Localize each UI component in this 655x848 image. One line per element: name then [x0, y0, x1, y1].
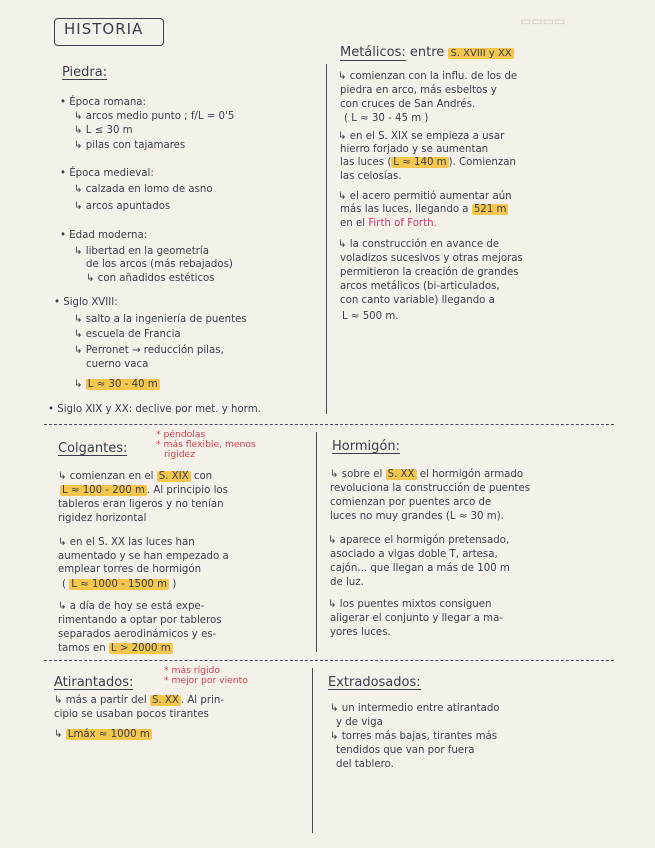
text-line: revoluciona la construcción de puentes — [330, 483, 531, 494]
text-line: ↳ con añadidos estéticos — [86, 273, 215, 284]
text-line: ↳ un intermedio entre atirantado — [330, 703, 500, 714]
text-line: asociado a vigas doble T, artesa, — [330, 549, 498, 560]
text-line: ↳ en el S. XIX se empieza a usar — [338, 131, 505, 142]
side-note: * más flexible, menos — [156, 439, 256, 450]
highlight: 521 m — [473, 204, 507, 215]
column-divider — [312, 668, 313, 833]
text-line: ↳ L ≤ 30 m — [74, 125, 133, 136]
text-line: aumentado y se han empezado a — [58, 551, 229, 562]
text-line: ↳ la construcción en avance de — [338, 239, 500, 250]
highlight: L ≈ 140 m — [393, 157, 447, 168]
text-line: las luces ( L ≈ 140 m ). Comienzan — [340, 157, 516, 168]
highlight: S. XIX — [158, 471, 189, 482]
highlight: L ≈ 100 - 200 m — [62, 485, 145, 496]
text-line: ( L ≈ 1000 - 1500 m ) — [62, 579, 177, 590]
text-line: ↳ arcos medio punto ; f/L = 0'5 — [74, 111, 235, 122]
text-line: tendidos que van por fuera — [336, 745, 475, 756]
text-line: comienzan por puentes arco de — [330, 497, 492, 508]
text-line: ↳ arcos apuntados — [74, 201, 171, 212]
text-line: luces no muy grandes (L ≈ 30 m). — [330, 511, 504, 522]
text-line: • Siglo XVIII: — [54, 297, 118, 308]
highlight: L ≈ 30 - 40 m — [87, 379, 158, 390]
text-line: ↳ sobre el S. XX el hormigón armado — [330, 469, 524, 480]
text-line: ↳ aparece el hormigón pretensado, — [328, 535, 510, 546]
text-line: cajón... que llegan a más de 100 m — [330, 563, 510, 574]
text-line: emplear torres de hormigón — [58, 564, 202, 575]
text-line: • Edad moderna: — [60, 230, 148, 241]
text-line: con canto variable) llegando a — [340, 295, 495, 306]
text-line: ↳ salto a la ingeniería de puentes — [74, 314, 247, 325]
column-divider — [326, 64, 327, 414]
text-line: cuerno vaca — [86, 359, 149, 370]
highlight: S. XVIII y XX — [450, 48, 512, 59]
highlight: S. XX — [151, 695, 179, 706]
text-line: piedra en arco, más esbeltos y — [340, 85, 497, 96]
text-line: • Época romana: — [60, 97, 146, 108]
text-line: voladizos sucesivos y otras mejoras — [340, 253, 523, 264]
text-line: L ≈ 500 m. — [342, 311, 399, 322]
text-line: permitieron la creación de grandes — [340, 267, 519, 278]
text-line: yores luces. — [330, 627, 391, 638]
side-note: * más rígido — [164, 665, 220, 676]
side-note: * péndolas — [156, 429, 206, 440]
text-line: con cruces de San Andrés. — [340, 99, 476, 110]
text-line: rimentando a optar por tableros — [58, 615, 222, 626]
section-heading-hormigon: Hormigón: — [332, 439, 400, 454]
text-line: L ≈ 100 - 200 m . Al principio los — [62, 485, 228, 496]
side-note: * mejor por viento — [164, 675, 248, 686]
text-line: más las luces, llegando a 521 m — [340, 204, 507, 215]
text-line: ↳ calzada en lomo de asno — [74, 184, 213, 195]
text-line: ( L ≈ 30 - 45 m ) — [344, 113, 429, 124]
highlight: Lmáx ≈ 1000 m — [67, 729, 150, 740]
text-line: • Siglo XIX y XX: declive por met. y horm. — [48, 404, 261, 415]
side-note: rigidez — [164, 449, 196, 460]
bleed-through-mark: ▭▭▭▭ — [520, 14, 566, 28]
section-heading-metalicos: Metálicos: entre S. XVIII y XX — [340, 45, 512, 60]
text-line: las celosías. — [340, 171, 402, 182]
text-line: tableros eran ligeros y no tenían — [58, 499, 224, 510]
text-line: arcos metálicos (bi-articulados, — [340, 281, 500, 292]
text-line: ↳ más a partir del S. XX . Al prin- — [54, 695, 224, 706]
highlight: L ≈ 1000 - 1500 m — [71, 579, 168, 590]
text-line: aligerar el conjunto y llegar a ma- — [330, 613, 503, 624]
text-line: ↳ torres más bajas, tirantes más — [330, 731, 498, 742]
highlight: S. XX — [387, 469, 415, 480]
text-line: ↳ libertad en la geometría — [74, 246, 209, 257]
text-line: ↳ comienzan en el S. XIX con — [58, 471, 213, 482]
text-line: • Época medieval: — [60, 168, 154, 179]
text-line: en el Firth of Forth. — [340, 218, 437, 229]
column-divider — [316, 432, 317, 652]
section-heading-colgantes: Colgantes: — [58, 441, 128, 456]
text-line: ↳ escuela de Francia — [74, 329, 181, 340]
text-line: separados aerodinámicos y es- — [58, 629, 217, 640]
text-line: ↳ comienzan con la influ. de los de — [338, 71, 518, 82]
section-heading-atirantados: Atirantados: — [54, 675, 134, 690]
text-line: ↳ L ≈ 30 - 40 m — [74, 379, 158, 390]
text-line: de los arcos (más rebajados) — [86, 259, 233, 270]
firth-of-forth-label: Firth of Forth. — [368, 218, 437, 229]
text-line: tamos en L > 2000 m — [58, 643, 171, 654]
text-line: rigidez horizontal — [58, 513, 147, 524]
page-title: HISTORIA — [64, 20, 144, 38]
text-line: cipio se usaban pocos tirantes — [54, 709, 209, 720]
text-line: ↳ a día de hoy se está expe- — [58, 601, 205, 612]
text-line: del tablero. — [336, 759, 394, 770]
text-line: ↳ los puentes mixtos consiguen — [328, 599, 492, 610]
text-line: de luz. — [330, 577, 364, 588]
text-line: hierro forjado y se aumentan — [340, 144, 489, 155]
highlight: L > 2000 m — [110, 643, 171, 654]
section-heading-piedra: Piedra: — [62, 65, 108, 80]
text-line: y de viga — [336, 717, 383, 728]
section-heading-extradosados: Extradosados: — [328, 675, 421, 690]
text-line: ↳ Perronet → reducción pilas, — [74, 345, 224, 356]
text-line: ↳ en el S. XX las luces han — [58, 537, 195, 548]
text-line: ↳ Lmáx ≈ 1000 m — [54, 729, 150, 740]
text-line: ↳ el acero permitió aumentar aún — [338, 191, 512, 202]
text-line: ↳ pilas con tajamares — [74, 140, 186, 151]
section-separator — [44, 424, 614, 425]
section-separator — [44, 660, 614, 661]
